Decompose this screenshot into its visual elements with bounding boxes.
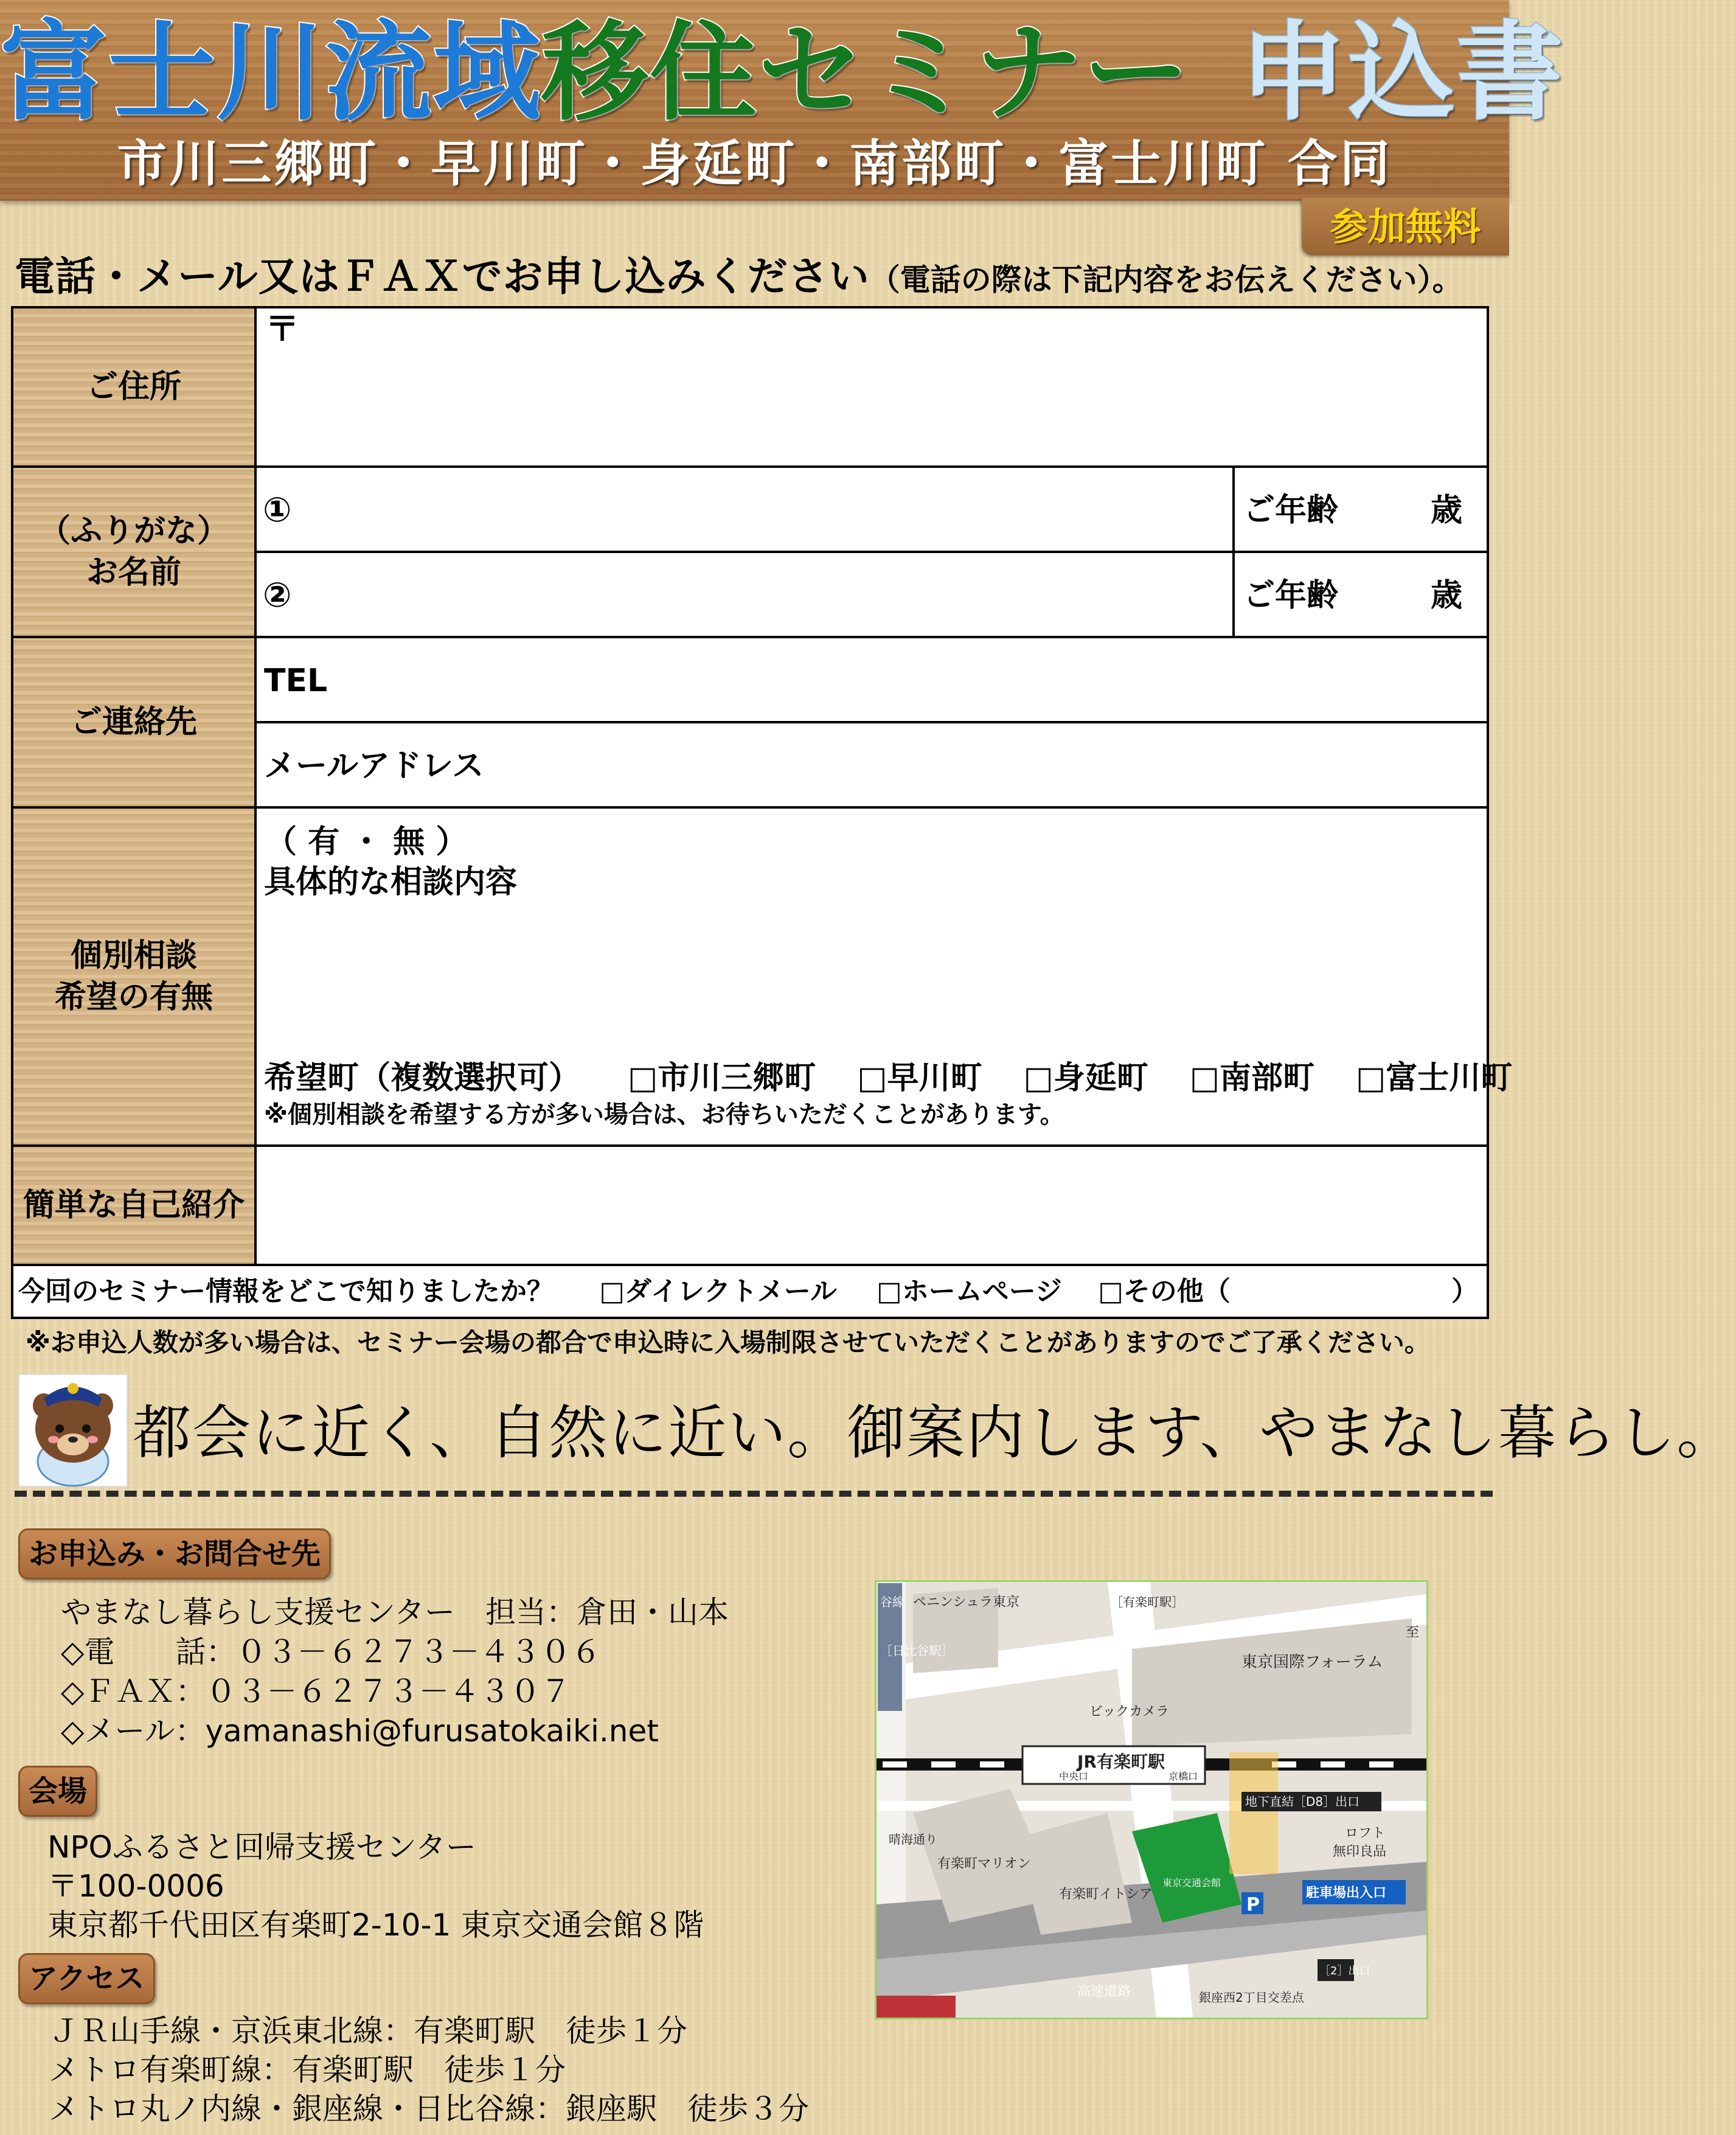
map-label-muji: 無印良品 — [1333, 1844, 1387, 1859]
access-line-jr: ＪＲ山手線・京浜東北線：有楽町駅 徒歩１分 — [49, 2013, 687, 2049]
svg-text:P: P — [1246, 1894, 1260, 1915]
venue-address: 東京都千代田区有楽町2-10-1 東京交通会館８階 — [47, 1907, 704, 1943]
mascot-character-icon — [19, 1375, 127, 1486]
map-label-d8-exit: 地下直結［D8］出口 — [1245, 1794, 1360, 1809]
mascot-image — [18, 1374, 128, 1487]
age-label: ご年齢 — [1243, 492, 1339, 529]
venue-name: NPOふるさと回帰支援センター — [47, 1830, 476, 1865]
header-banner — [0, 0, 1565, 201]
map-label-yurakucho-metro: ［有楽町駅］ — [1111, 1595, 1184, 1609]
source-row — [13, 1266, 1487, 1317]
consult-note: ※個別相談を希望する方が多い場合は、お待ちいただくことがあります。 — [264, 1101, 1064, 1129]
source-option-dm[interactable]: □ダイレクトメール — [599, 1276, 837, 1307]
instruction — [15, 249, 1463, 307]
age-unit: 歳 — [1430, 492, 1462, 529]
name-field-2[interactable] — [257, 553, 1235, 638]
map-label-hibiya-station: ［日比谷駅］ — [880, 1643, 953, 1658]
access-heading: アクセス — [18, 1953, 155, 2004]
map-label-parking: 駐車場出入口 — [1306, 1886, 1387, 1901]
age-label: ご年齢 — [1243, 577, 1339, 614]
contact-email[interactable]: ◇メール：yamanashi@furusatokaiki.net — [61, 1713, 659, 1749]
tel-field[interactable] — [257, 638, 1487, 723]
town-option-nanbu[interactable]: □南部町 — [1189, 1060, 1315, 1096]
access-line-ginza: メトロ丸ノ内線・銀座線・日比谷線：銀座駅 徒歩３分 — [49, 2091, 809, 2126]
email-label: メールアドレス — [264, 748, 484, 784]
map-label-expressway: 高速道路 — [1077, 1984, 1131, 1999]
map-label-jr-station: JR有楽町駅 — [1077, 1752, 1165, 1772]
email-field[interactable] — [257, 723, 1487, 809]
contact-heading: お申込み・お問合せ先 — [18, 1528, 331, 1579]
towns-subtitle: 市川三郷町・早川町・身延町・南部町・富士川町 合同 — [117, 135, 1392, 193]
source-question: 今回のセミナー情報をどこで知りましたか？ — [18, 1276, 554, 1307]
age-field-2[interactable] — [1235, 553, 1487, 638]
town-option-hayakawa[interactable]: □早川町 — [857, 1060, 982, 1096]
title-seminar: 移住セミナー — [541, 10, 1192, 135]
person2-marker: ② — [263, 576, 292, 615]
title-region: 富士川流域 — [0, 10, 542, 135]
map-label-bic: ビックカメラ — [1089, 1704, 1170, 1719]
town-option-ichikawamisato[interactable]: □市川三郷町 — [628, 1060, 816, 1096]
contact-fax: ◇ＦＡＸ：０３－６２７３－４３０７ — [61, 1674, 571, 1709]
title-form: 申込書 — [1240, 10, 1565, 135]
name-label-text: お名前 — [86, 554, 181, 591]
page-title — [0, 10, 1565, 135]
map-label-kyobashi-exit: 京橋口 — [1168, 1771, 1198, 1782]
consult-field[interactable] — [257, 809, 1513, 1147]
venue-map[interactable] — [875, 1580, 1428, 2019]
map-label-central-exit: 中央口 — [1059, 1771, 1089, 1782]
consult-label-line2: 希望の有無 — [54, 979, 213, 1015]
source-close: ） — [1451, 1276, 1478, 1307]
intro-label: 簡単な自己紹介 — [13, 1147, 257, 1266]
postal-mark: 〒 — [265, 310, 299, 349]
cut-line-divider — [15, 1491, 1493, 1497]
capacity-notice: ※お申込人数が多い場合は、セミナー会場の都合で申込時に入場制限させていただくことがありますのでご了承ください。 — [26, 1328, 1430, 1357]
town-option-minobu[interactable]: □身延町 — [1023, 1060, 1148, 1096]
contact-org: やまなし暮らし支援センター 担当：倉田・山本 — [61, 1595, 729, 1630]
source-option-homepage[interactable]: □ホームページ — [877, 1276, 1062, 1307]
name-label — [13, 468, 257, 638]
slogan: 都会に近く、自然に近い。御案内します、やまなし暮らし。 — [133, 1399, 1736, 1467]
venue-postal: 〒100-0006 — [47, 1869, 224, 1904]
age-field-1[interactable] — [1235, 468, 1487, 553]
map-label-right-edge: 至 — [1406, 1625, 1420, 1640]
name-field-1[interactable] — [257, 468, 1235, 553]
person1-marker: ① — [263, 490, 292, 530]
map-label-harumi: 晴海通り — [889, 1832, 937, 1847]
town-choice-row — [264, 1057, 1512, 1099]
map-label-kotsu-kaikan: 東京交通会館 — [1162, 1877, 1221, 1889]
address-field[interactable] — [257, 308, 1487, 468]
intro-field[interactable] — [257, 1147, 1487, 1266]
map-label-hibiya-line: 谷線 — [880, 1595, 904, 1609]
town-option-fujikawa[interactable]: □富士川町 — [1356, 1060, 1513, 1096]
free-badge: 参加無料 — [1302, 198, 1509, 256]
source-option-other[interactable]: □その他（ — [1098, 1276, 1231, 1307]
consult-label-line1: 個別相談 — [70, 938, 197, 974]
map-label-marion: 有楽町マリオン — [937, 1856, 1031, 1872]
consult-label — [13, 809, 257, 1147]
map-label-forum: 東京国際フォーラム — [1241, 1653, 1383, 1671]
map-label-loft: ロフト — [1345, 1826, 1386, 1841]
address-label: ご住所 — [13, 308, 257, 468]
age-unit: 歳 — [1430, 577, 1462, 614]
application-form — [11, 306, 1513, 1319]
name-label-furigana: （ふりがな） — [38, 513, 229, 549]
contact-label: ご連絡先 — [13, 638, 257, 809]
access-line-yurakucho: メトロ有楽町線：有楽町駅 徒歩１分 — [49, 2052, 566, 2088]
town-choice-label: 希望町（複数選択可） — [264, 1060, 581, 1096]
map-label-peninsula: ペニンシュラ東京 — [913, 1595, 1020, 1610]
map-label-exit2: ［2］出口 — [1319, 1965, 1370, 1977]
map-label-ginza-nishi: 銀座西2丁目交差点 — [1199, 1990, 1304, 2005]
instruction-main: 電話・メール又はＦＡＸでお申し込みください — [15, 253, 870, 300]
instruction-note: （電話の際は下記内容をお伝えください）。 — [869, 262, 1463, 298]
map-label-itocia: 有楽町イトシア — [1059, 1887, 1153, 1902]
consult-choice[interactable]: （ 有 ・ 無 ） — [265, 824, 468, 860]
venue-heading: 会場 — [18, 1766, 97, 1817]
consult-detail-label: 具体的な相談内容 — [264, 864, 518, 900]
tel-label: TEL — [264, 663, 328, 699]
contact-phone[interactable]: ◇電 話：０３－６２７３－４３０６ — [61, 1634, 602, 1670]
